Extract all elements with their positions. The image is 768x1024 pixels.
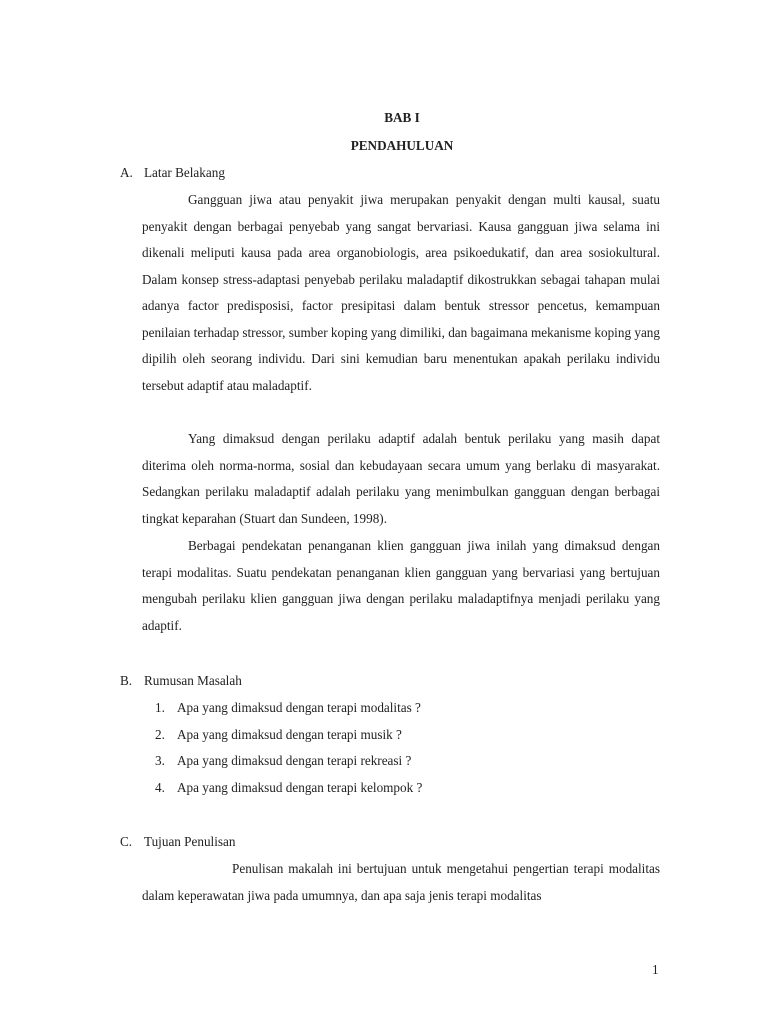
section-c-heading: [120, 834, 235, 850]
list-item: [155, 775, 422, 802]
problem-list: [155, 695, 422, 801]
section-b-title: Rumusan Masalah: [144, 673, 242, 688]
list-item-text: Apa yang dimaksud dengan terapi modalitas ?: [177, 700, 421, 715]
section-a-title: Latar Belakang: [144, 165, 225, 180]
list-item: [155, 748, 422, 775]
paragraph-a1: Gangguan jiwa atau penyakit jiwa merupakan penyakit dengan multi kausal, suatu penyakit dengan berbagai penyebab yang sangat bervariasi. Kausa gangguan jiwa selama ini dikenali meliputi kausa pada area organobiologis, area psikoedukatif, dan area sosiokultural. Dalam konsep stress-adaptasi penyebab perilaku maladaptif dikostrukkan sebagai tahapan mulai adanya factor predisposisi, factor presipitasi dalam bentuk stressor pencetus, kemampuan penilaian terhadap stressor, sumber koping yang dimiliki, dan bagaimana mekanisme koping yang dipilih oleh seorang individu. Dari sini kemudian baru menentukan apakah perilaku individu tersebut adaptif atau maladaptif.: [142, 192, 660, 393]
section-c-title: Tujuan Penulisan: [144, 834, 236, 849]
section-a-letter: A.: [120, 165, 133, 180]
section-b-heading: [120, 673, 242, 689]
section-a-heading: [120, 165, 225, 181]
list-item: [155, 722, 422, 749]
list-item-text: Apa yang dimaksud dengan terapi rekreasi ?: [177, 753, 412, 768]
paragraph-c1: Penulisan makalah ini bertujuan untuk mengetahui pengertian terapi modalitas dalam keperawatan jiwa pada umumnya, dan apa saja jenis terapi modalitas: [142, 861, 660, 903]
paragraph-a2: Yang dimaksud dengan perilaku adaptif adalah bentuk perilaku yang masih dapat diterima oleh norma-norma, sosial dan kebudayaan secara umum yang berlaku di masyarakat. Sedangkan perilaku maladaptif adalah perilaku yang menimbulkan gangguan dengan berbagai tingkat keparahan (Stuart dan Sundeen, 1998).: [142, 431, 660, 526]
chapter-label: BAB I: [384, 110, 420, 125]
list-item-text: Apa yang dimaksud dengan terapi musik ?: [177, 726, 402, 742]
list-item-number: 2.: [155, 726, 165, 742]
list-item-number: 3.: [155, 753, 165, 768]
list-item-text: Apa yang dimaksud dengan terapi kelompok ?: [177, 779, 423, 795]
list-item: [155, 695, 422, 722]
page-title: PENDAHULUAN: [350, 138, 454, 153]
paragraph-a3: Berbagai pendekatan penanganan klien gangguan jiwa inilah yang dimaksud dengan terapi modalitas. Suatu pendekatan penanganan klien gangguan yang bervariasi yang bertujuan mengubah perilaku klien gangguan jiwa dengan perilaku maladaptifnya menjadi perilaku yang adaptif.: [142, 538, 660, 633]
list-item-number: 4.: [155, 779, 165, 795]
list-item-number: 1.: [155, 700, 165, 715]
section-b-letter: B.: [120, 673, 133, 688]
page-number: 1: [652, 962, 659, 977]
section-c-letter: C.: [120, 834, 133, 849]
